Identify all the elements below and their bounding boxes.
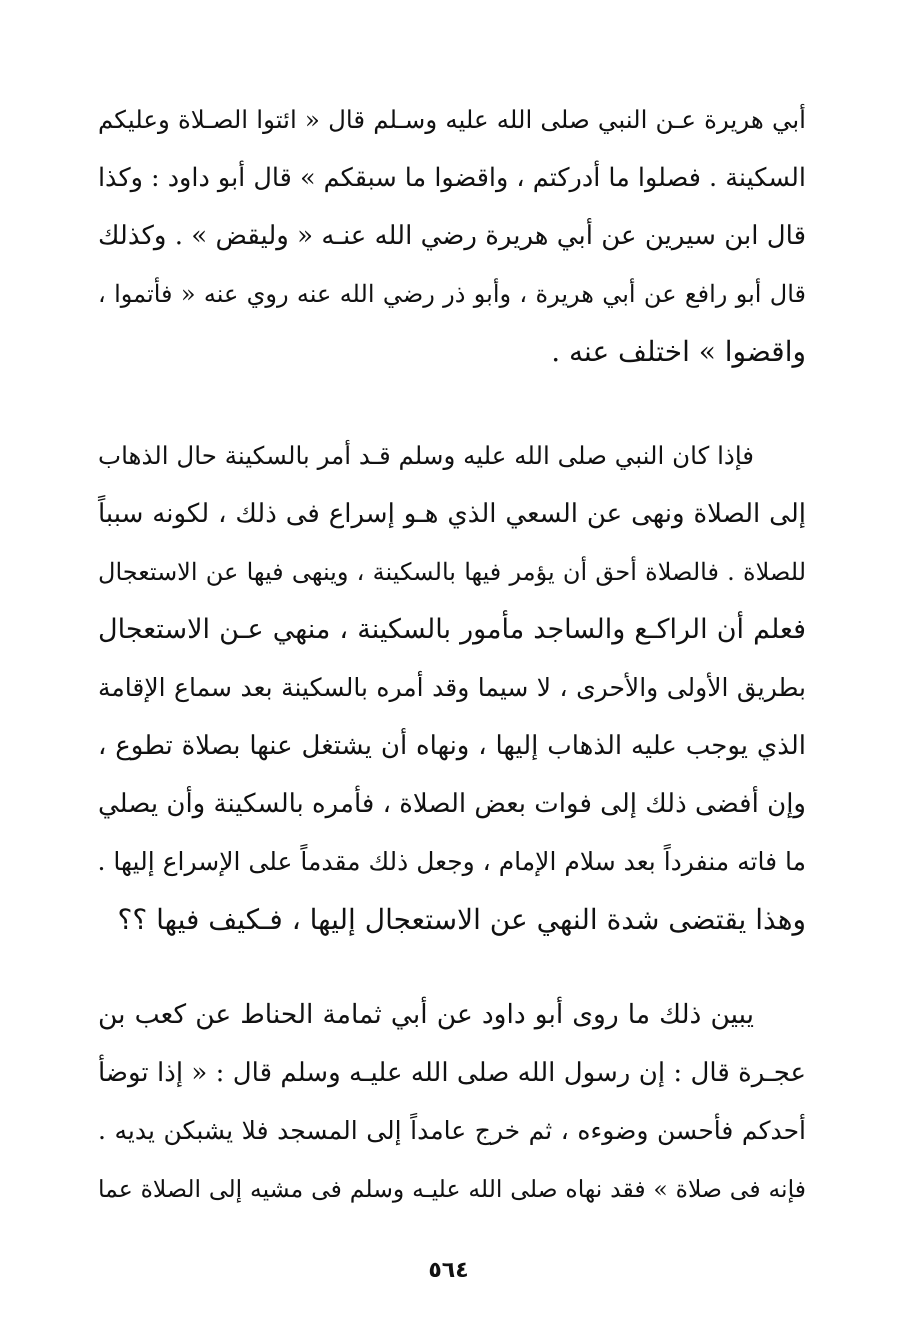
text-line: السكينة . فصلوا ما أدركتم ، واقضوا ما سبقكم » قال أبو داود : وكذا — [97, 163, 806, 193]
text-line: أحدكم فأحسن وضوءه ، ثم خرج عامداً إلى المسجد فلا يشبكن يديه . — [98, 1116, 806, 1145]
text-line: بطريق الأولى والأحرى ، لا سيما وقد أمره بالسكينة بعد سماع الإقامة — [98, 673, 806, 702]
text-line: أبي هريرة عـن النبي صلى الله عليه وسـلم قال « ائتوا الصـلاة وعليكم — [98, 105, 806, 134]
text-line: قال ابن سيرين عن أبي هريرة رضي الله عنـه « وليقض » . وكذلك — [98, 221, 806, 251]
text-line: وهذا يقتضى شدة النهي عن الاستعجال إليها ، فـكيف فيها ؟؟ — [117, 903, 806, 936]
text-line: وإن أفضى ذلك إلى فوات بعض الصلاة ، فأمره بالسكينة وأن يصلي — [98, 789, 806, 819]
text-line: فإنه فى صلاة » فقد نهاه صلى الله عليـه وسلم فى مشيه إلى الصلاة عما — [98, 1175, 806, 1203]
text-line: قال أبو رافع عن أبي هريرة ، وأبو ذر رضي الله عنه روي عنه « فأتموا ، — [98, 280, 806, 308]
paragraph-1 — [98, 91, 806, 381]
text-line: إلى الصلاة ونهى عن السعي الذي هـو إسراع فى ذلك ، لكونه سبباً — [98, 499, 806, 529]
page-number: ٥٦٤ — [428, 1258, 469, 1283]
text-line: يبين ذلك ما روى أبو داود عن أبي ثمامة الحناط عن كعب بن — [98, 999, 754, 1030]
text-line: فعلم أن الراكـع والساجد مأمور بالسكينة ، منهي عـن الاستعجال — [98, 614, 806, 645]
text-line: الذي يوجب عليه الذهاب إليها ، ونهاه أن يشتغل عنها بصلاة تطوع ، — [98, 731, 806, 761]
text-line: للصلاة . فالصلاة أحق أن يؤمر فيها بالسكينة ، وينهى فيها عن الاستعجال — [98, 558, 806, 586]
text-line: فإذا كان النبي صلى الله عليه وسلم قـد أمر بالسكينة حال الذهاب — [98, 441, 754, 470]
paragraph-2 — [98, 427, 806, 949]
text-line: واقضوا » اختلف عنه . — [551, 335, 806, 368]
text-line: ما فاته منفرداً بعد سلام الإمام ، وجعل ذلك مقدماً على الإسراع إليها . — [97, 847, 806, 876]
text-line: عجـرة قال : إن رسول الله صلى الله عليـه وسلم قال : « إذا توضأ — [98, 1058, 806, 1088]
paragraph-3 — [98, 986, 806, 1218]
